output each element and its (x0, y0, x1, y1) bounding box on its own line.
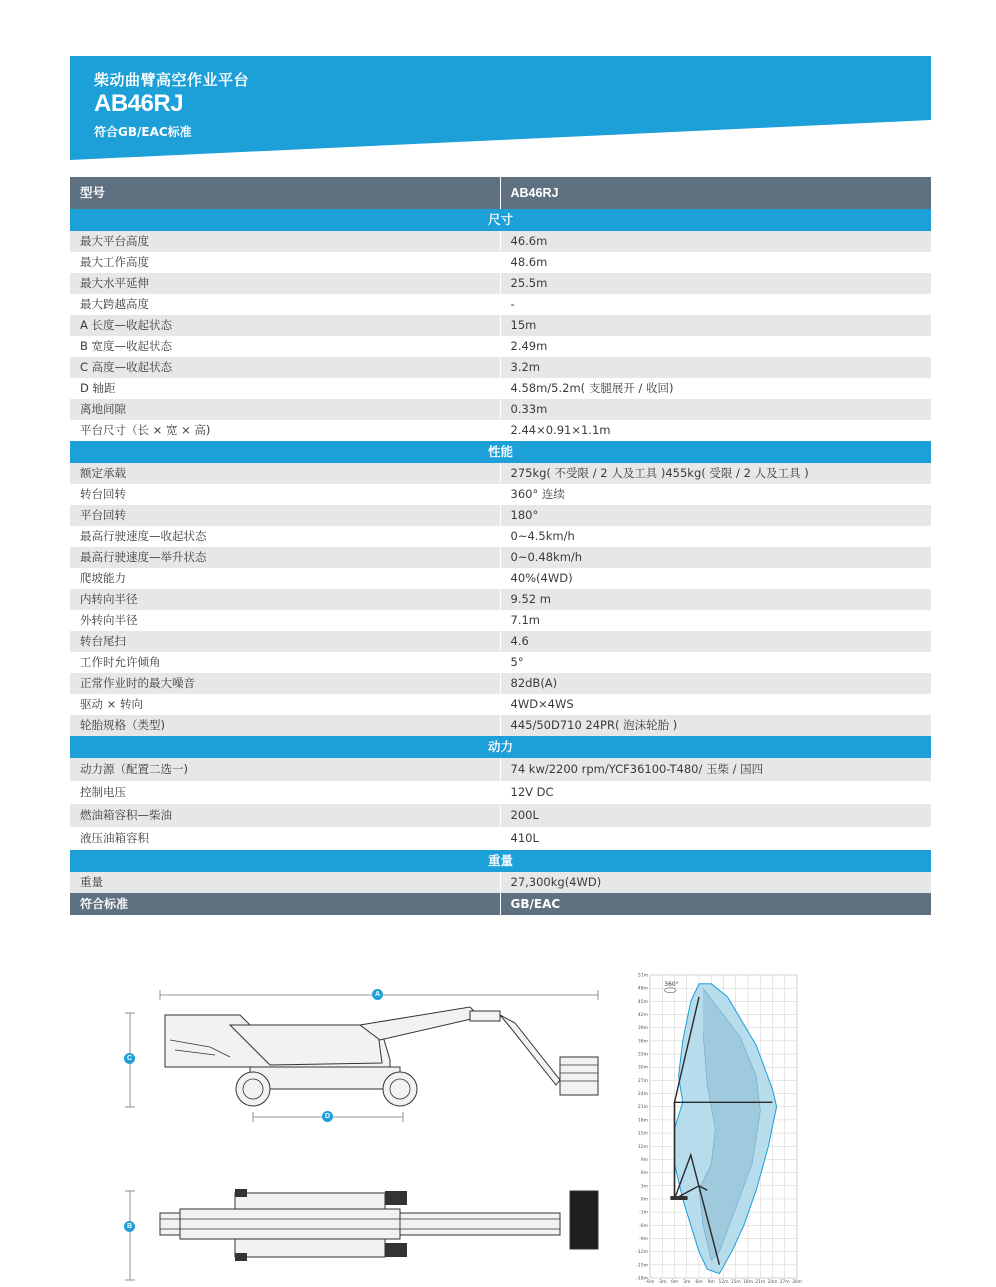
y-tick-label: 21m (637, 1105, 648, 1111)
side-view-diagram (120, 985, 615, 1130)
section-header (70, 736, 931, 758)
y-tick-label: 39m (637, 1026, 648, 1032)
spec-value: 82dB(A) (500, 673, 931, 694)
spec-row (70, 399, 931, 420)
table-footer-row (70, 893, 931, 915)
spec-value: 25.5m (500, 273, 931, 294)
spec-row (70, 505, 931, 526)
y-tick-label: 9m (640, 1157, 648, 1163)
y-tick-label: 48m (637, 986, 648, 992)
y-tick-label: 33m (637, 1052, 648, 1058)
spec-label: 工作时允许倾角 (70, 652, 500, 673)
x-tick-label: 27m (779, 1280, 790, 1285)
spec-label: 轮胎规格（类型) (70, 715, 500, 736)
working-range-chart (625, 970, 805, 1285)
spec-row (70, 715, 931, 736)
spec-label: 外转向半径 (70, 610, 500, 631)
section-title: 重量 (70, 850, 931, 872)
spec-row (70, 547, 931, 568)
spec-value: 5° (500, 652, 931, 673)
y-tick-label: 12m (637, 1144, 648, 1150)
top-view-diagram (120, 1185, 615, 1285)
x-tick-label: 15m (730, 1280, 741, 1285)
spec-row (70, 673, 931, 694)
y-tick-label: 42m (637, 1013, 648, 1019)
spec-row (70, 631, 931, 652)
spec-value: 275kg( 不受限 / 2 人及工具 )455kg( 受限 / 2 人及工具 ) (500, 463, 931, 484)
y-tick-label: 30m (637, 1065, 648, 1071)
spec-row (70, 781, 931, 804)
spec-row (70, 252, 931, 273)
spec-label: 最高行驶速度—收起状态 (70, 526, 500, 547)
spec-value: 3.2m (500, 357, 931, 378)
y-tick-label: -18m (636, 1276, 648, 1282)
x-tick-label: 21m (755, 1280, 766, 1285)
table-header-row (70, 177, 931, 209)
spec-value: 40%(4WD) (500, 568, 931, 589)
y-tick-label: 36m (637, 1039, 648, 1045)
spec-label: 内转向半径 (70, 589, 500, 610)
product-model: AB46RJ (94, 90, 184, 117)
spec-row (70, 315, 931, 336)
spec-row (70, 484, 931, 505)
x-tick-label: 24m (767, 1280, 778, 1285)
y-tick-label: -12m (636, 1250, 648, 1256)
spec-value: 445/50D710 24PR( 泡沫轮胎 ) (500, 715, 931, 736)
header-label: 型号 (70, 177, 500, 209)
machine-base (670, 1196, 687, 1200)
spec-value: 410L (500, 827, 931, 850)
spec-label: A 长度—收起状态 (70, 315, 500, 336)
spec-label: 最高行驶速度—举升状态 (70, 547, 500, 568)
x-tick-label: 12m (718, 1280, 729, 1285)
spec-value: - (500, 294, 931, 315)
spec-value: 0.33m (500, 399, 931, 420)
spec-value: 180° (500, 505, 931, 526)
y-tick-label: -6m (639, 1223, 648, 1229)
x-tick-label: 9m (707, 1280, 715, 1285)
spec-value: 4.58m/5.2m( 支腿展开 / 收回) (500, 378, 931, 399)
section-title: 动力 (70, 736, 931, 758)
title-banner (70, 56, 931, 160)
spec-row (70, 231, 931, 252)
spec-label: 最大平台高度 (70, 231, 500, 252)
spec-row (70, 827, 931, 850)
x-tick-label: 3m (683, 1280, 691, 1285)
header-value: AB46RJ (500, 177, 931, 209)
spec-label: 最大跨越高度 (70, 294, 500, 315)
y-tick-label: -3m (639, 1210, 648, 1216)
spec-value: 15m (500, 315, 931, 336)
spec-value: 7.1m (500, 610, 931, 631)
spec-label: 重量 (70, 872, 500, 893)
spec-row (70, 336, 931, 357)
spec-row (70, 378, 931, 399)
x-tick-label: 18m (742, 1280, 754, 1285)
x-tick-label: 0m (670, 1280, 679, 1285)
spec-value: 48.6m (500, 252, 931, 273)
y-tick-label: 27m (637, 1078, 648, 1084)
spec-label: 驱动 × 转向 (70, 694, 500, 715)
y-tick-label: 45m (637, 999, 648, 1005)
spec-label: D 轴距 (70, 378, 500, 399)
spec-value: 0~0.48km/h (500, 547, 931, 568)
y-tick-label: -9m (639, 1236, 648, 1242)
y-tick-label: -15m (636, 1263, 648, 1269)
x-tick-label: 30m (791, 1280, 803, 1285)
section-title: 尺寸 (70, 209, 931, 231)
spec-value: 2.44×0.91×1.1m (500, 420, 931, 441)
spec-label: 平台尺寸（长 × 宽 × 高) (70, 420, 500, 441)
spec-value: 74 kw/2200 rpm/YCF36100-T480/ 玉柴 / 国四 (500, 758, 931, 781)
spec-row (70, 463, 931, 484)
spec-label: 最大工作高度 (70, 252, 500, 273)
y-tick-label: 6m (640, 1171, 648, 1177)
spec-value: 4WD×4WS (500, 694, 931, 715)
footer-value: GB/EAC (500, 893, 931, 915)
spec-value: 9.52 m (500, 589, 931, 610)
spec-row (70, 589, 931, 610)
spec-row (70, 357, 931, 378)
section-header (70, 850, 931, 872)
x-tick-label: 6m (695, 1280, 703, 1285)
y-tick-label: 24m (637, 1092, 648, 1098)
x-tick-label: -3m (657, 1280, 667, 1285)
dimension-b-badge: B (124, 1221, 135, 1232)
spec-label: 正常作业时的最大噪音 (70, 673, 500, 694)
spec-label: C 高度—收起状态 (70, 357, 500, 378)
spec-row (70, 294, 931, 315)
dimension-d-badge: D (322, 1111, 333, 1122)
y-tick-label: 3m (640, 1184, 648, 1190)
spec-row (70, 568, 931, 589)
product-standard: 符合GB/EAC标准 (94, 125, 192, 139)
spec-label: 最大水平延伸 (70, 273, 500, 294)
spec-row (70, 273, 931, 294)
section-header (70, 209, 931, 231)
spec-row (70, 652, 931, 673)
spec-label: 液压油箱容积 (70, 827, 500, 850)
spec-label: 离地间隙 (70, 399, 500, 420)
spec-table (70, 177, 931, 915)
spec-label: 控制电压 (70, 781, 500, 804)
rotation-label: 360° (664, 981, 679, 989)
spec-value: 46.6m (500, 231, 931, 252)
spec-row (70, 758, 931, 781)
x-tick-label: -6m (645, 1280, 655, 1285)
spec-value: 27,300kg(4WD) (500, 872, 931, 893)
spec-value: 0~4.5km/h (500, 526, 931, 547)
spec-row (70, 610, 931, 631)
spec-label: 转台尾扫 (70, 631, 500, 652)
spec-row (70, 526, 931, 547)
y-tick-label: 15m (637, 1131, 648, 1137)
y-tick-label: 18m (637, 1118, 648, 1124)
spec-value: 2.49m (500, 336, 931, 357)
spec-label: 平台回转 (70, 505, 500, 526)
footer-label: 符合标准 (70, 893, 500, 915)
dimension-a-badge: A (372, 989, 383, 1000)
product-subtitle: 柴动曲臂高空作业平台 (94, 71, 250, 89)
y-tick-label: 51m (637, 973, 648, 979)
dimension-c-badge: C (124, 1053, 135, 1064)
y-tick-label: 0m (640, 1197, 648, 1203)
spec-row (70, 804, 931, 827)
section-header (70, 441, 931, 463)
spec-value: 12V DC (500, 781, 931, 804)
spec-label: 动力源（配置二选一) (70, 758, 500, 781)
spec-label: 额定承载 (70, 463, 500, 484)
spec-value: 4.6 (500, 631, 931, 652)
spec-row (70, 872, 931, 893)
spec-label: B 宽度—收起状态 (70, 336, 500, 357)
spec-row (70, 694, 931, 715)
spec-value: 200L (500, 804, 931, 827)
spec-label: 爬坡能力 (70, 568, 500, 589)
spec-label: 转台回转 (70, 484, 500, 505)
spec-label: 燃油箱容积—柴油 (70, 804, 500, 827)
section-title: 性能 (70, 441, 931, 463)
spec-row (70, 420, 931, 441)
spec-value: 360° 连续 (500, 484, 931, 505)
